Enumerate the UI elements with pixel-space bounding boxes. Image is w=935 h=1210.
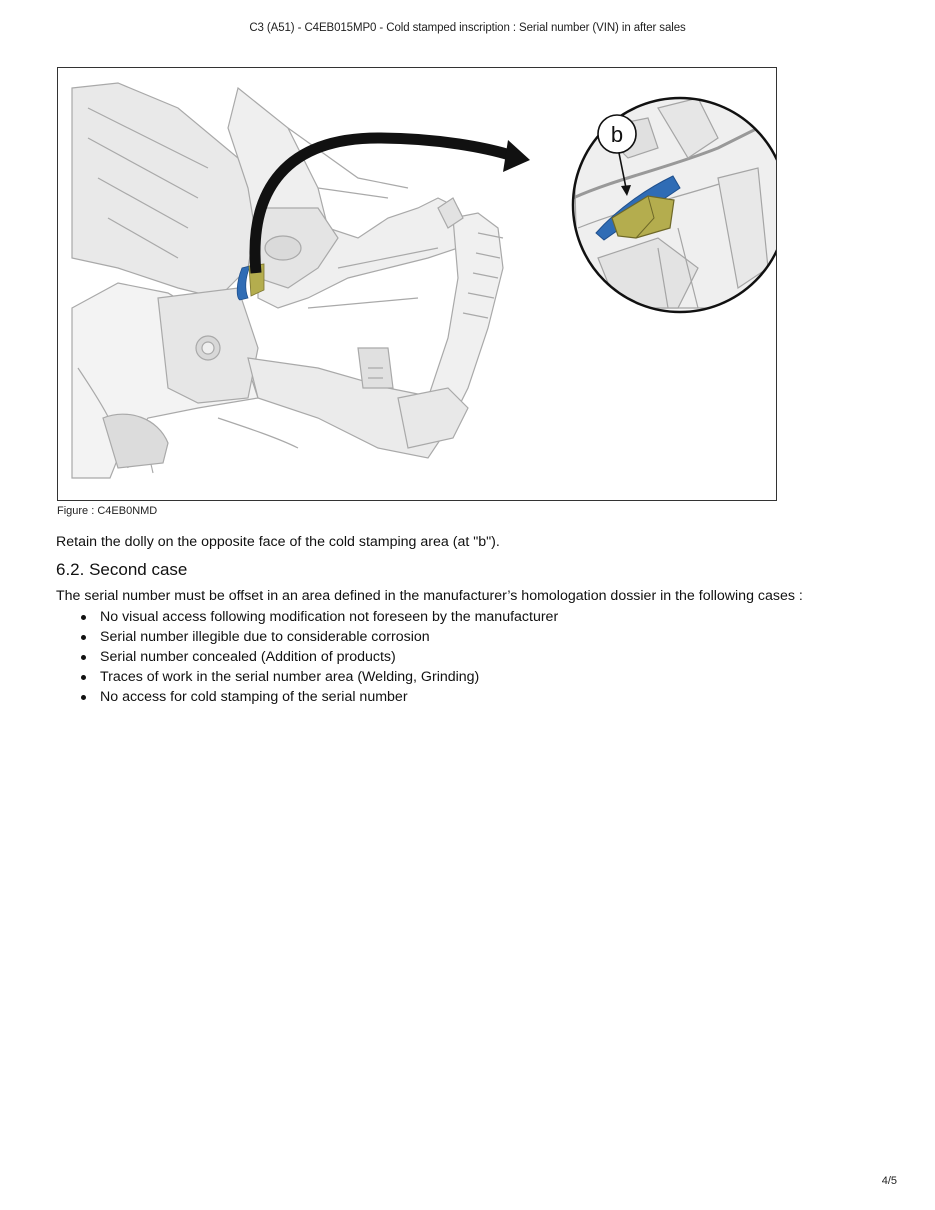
list-item: [78, 627, 558, 647]
bullet-icon: [81, 675, 86, 680]
figure-caption: Figure : C4EB0NMD: [57, 505, 158, 517]
list-item-text: No visual access following modification not foreseen by the manufacturer: [100, 609, 559, 625]
list-item: [78, 667, 558, 687]
bullet-icon: [81, 635, 86, 640]
list-item: [78, 607, 558, 627]
cases-bullet-list: [78, 607, 558, 707]
bullet-icon: [81, 615, 86, 620]
list-item-text: Traces of work in the serial number area (Welding, Grinding): [100, 669, 480, 685]
intro-paragraph: The serial number must be offset in an area defined in the manufacturer’s homologation dossier in the following cases :: [56, 588, 803, 604]
page-header: C3 (A51) - C4EB015MP0 - Cold stamped inscription : Serial number (VIN) in after sales: [249, 22, 686, 34]
list-item-text: No access for cold stamping of the serial number: [100, 689, 408, 705]
list-item: [78, 687, 558, 707]
bullet-icon: [81, 695, 86, 700]
figure-frame: [57, 67, 777, 501]
list-item: [78, 647, 558, 667]
section-title: 6.2. Second case: [56, 560, 188, 579]
retain-dolly-paragraph: Retain the dolly on the opposite face of the cold stamping area (at "b").: [56, 534, 500, 550]
list-item-text: Serial number concealed (Addition of products): [100, 649, 396, 665]
vehicle-front-structure-illustration: [58, 68, 776, 500]
callout-label-b: b: [610, 122, 624, 147]
list-item-text: Serial number illegible due to considerable corrosion: [100, 629, 430, 645]
bullet-icon: [81, 655, 86, 660]
page-number: 4/5: [881, 1175, 897, 1187]
callout-arrowhead: [503, 140, 530, 172]
